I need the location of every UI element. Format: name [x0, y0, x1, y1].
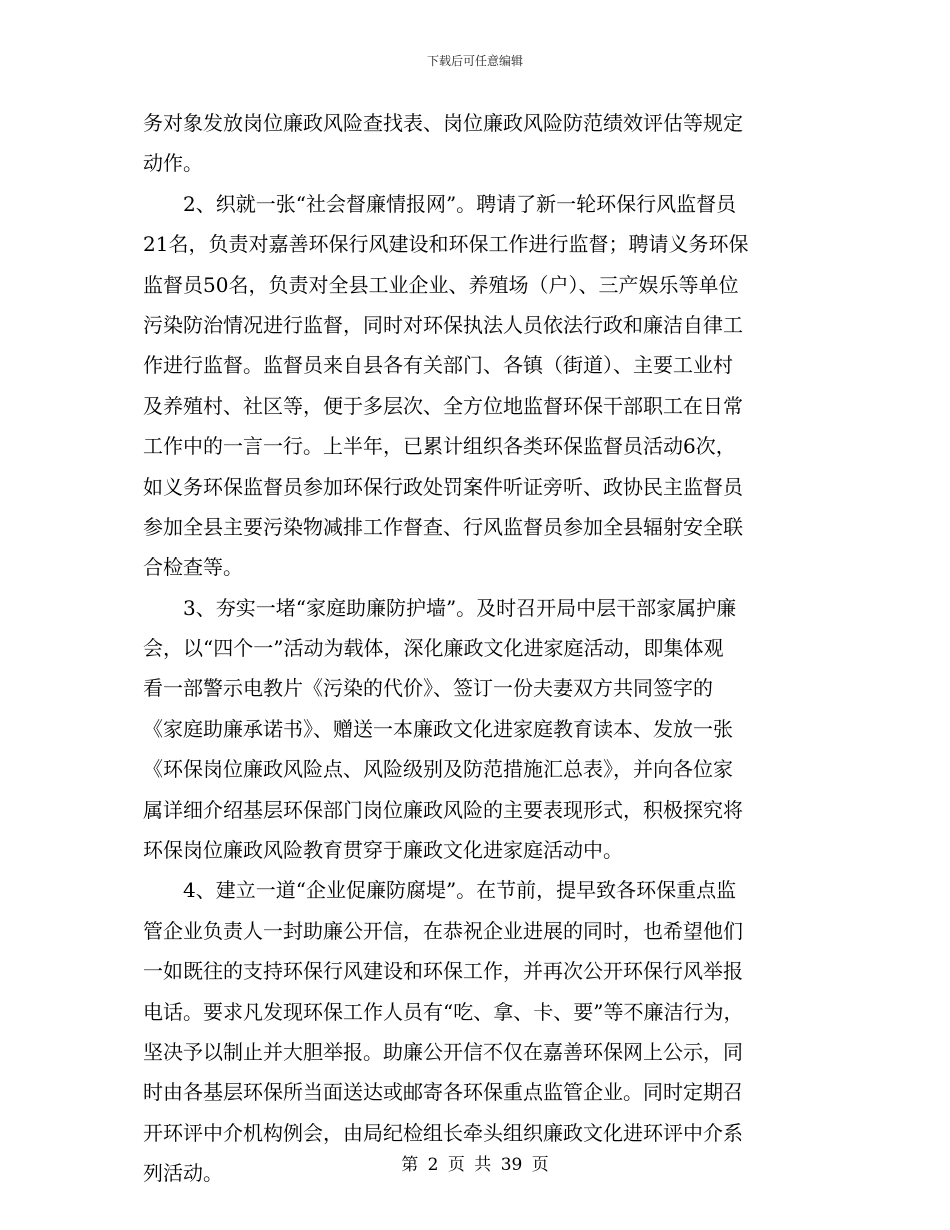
text-line: 列活动。 — [143, 1161, 223, 1186]
text-line: 作进行监督。监督员来自县各有关部门、各镇（街道）、主要工业村 — [143, 353, 733, 378]
text-line: 参加全县主要污染物减排工作督查、行风监督员参加全县辐射安全联 — [143, 514, 743, 539]
text-line: 电话。要求凡发现环保工作人员有“吃、拿、卡、要”等不廉洁行为， — [143, 999, 744, 1024]
text-line: 《环保岗位廉政风险点、风险级别及防范措施汇总表》，并向各位家 — [143, 757, 733, 782]
text-line: 环保岗位廉政风险教育贯穿于廉政文化进家庭活动中。 — [143, 838, 623, 863]
text-line: 务对象发放岗位廉政风险查找表、岗位廉政风险防范绩效评估等规定 — [143, 111, 743, 135]
text-line: 时由各基层环保所当面送达或邮寄各环保重点监管企业。同时定期召 — [143, 1080, 743, 1105]
text-line: 坚决予以制止并大胆举报。助廉公开信不仅在嘉善环保网上公示，同 — [143, 1039, 743, 1064]
page-header: 下载后可任意编辑 — [426, 54, 523, 68]
text-line: 属详细介绍基层环保部门岗位廉政风险的主要表现形式，积极探究将 — [143, 797, 743, 822]
document-body — [143, 103, 808, 1194]
text-line: 如义务环保监督员参加环保行政处罚案件听证旁听、政协民主监督员 — [143, 474, 743, 499]
text-line: 污染防治情况进行监督，同时对环保执法人员依法行政和廉洁自律工 — [143, 312, 743, 337]
text-line: 及养殖村、社区等，便于多层次、全方位地监督环保干部职工在日常 — [143, 393, 743, 418]
text-line: 21名，负责对嘉善环保行风建设和环保工作进行监督；聘请义务环保 — [143, 232, 749, 257]
text-line: 动作。 — [143, 151, 203, 176]
text-line: 监督员50名，负责对全县工业企业、养殖场（户）、三产娱乐等单位 — [143, 272, 739, 297]
text-line: 2、织就一张“社会督廉情报网”。聘请了新一轮环保行风监督员 — [183, 191, 737, 216]
text-line: 管企业负责人一封助廉公开信，在恭祝企业进展的同时，也希望他们 — [143, 918, 743, 943]
text-line: 会，以“四个一”活动为载体，深化廉政文化进家庭活动，即集体观 — [143, 636, 724, 661]
text-line: 4、建立一道“企业促廉防腐堤”。在节前，提早致各环保重点监 — [183, 878, 737, 903]
page-number-footer: 第 2 页 共 39 页 — [401, 1155, 549, 1175]
text-line: 看一部警示电教片《污染的代价》、签订一份夫妻双方共同签字的 — [143, 676, 713, 701]
text-line: 合检查等。 — [143, 555, 243, 580]
text-line: 3、夯实一堵“家庭助廉防护墙”。及时召开局中层干部家属护廉 — [183, 595, 737, 620]
text-line: 《家庭助廉承诺书》、赠送一本廉政文化进家庭教育读本、发放一张 — [143, 716, 733, 741]
text-line: 开环评中介机构例会，由局纪检组长牵头组织廉政文化进环评中介系 — [143, 1120, 743, 1145]
text-line: 工作中的一言一行。上半年，已累计组织各类环保监督员活动6次， — [143, 434, 736, 459]
text-line: 一如既往的支持环保行风建设和环保工作，并再次公开环保行风举报 — [143, 959, 743, 984]
